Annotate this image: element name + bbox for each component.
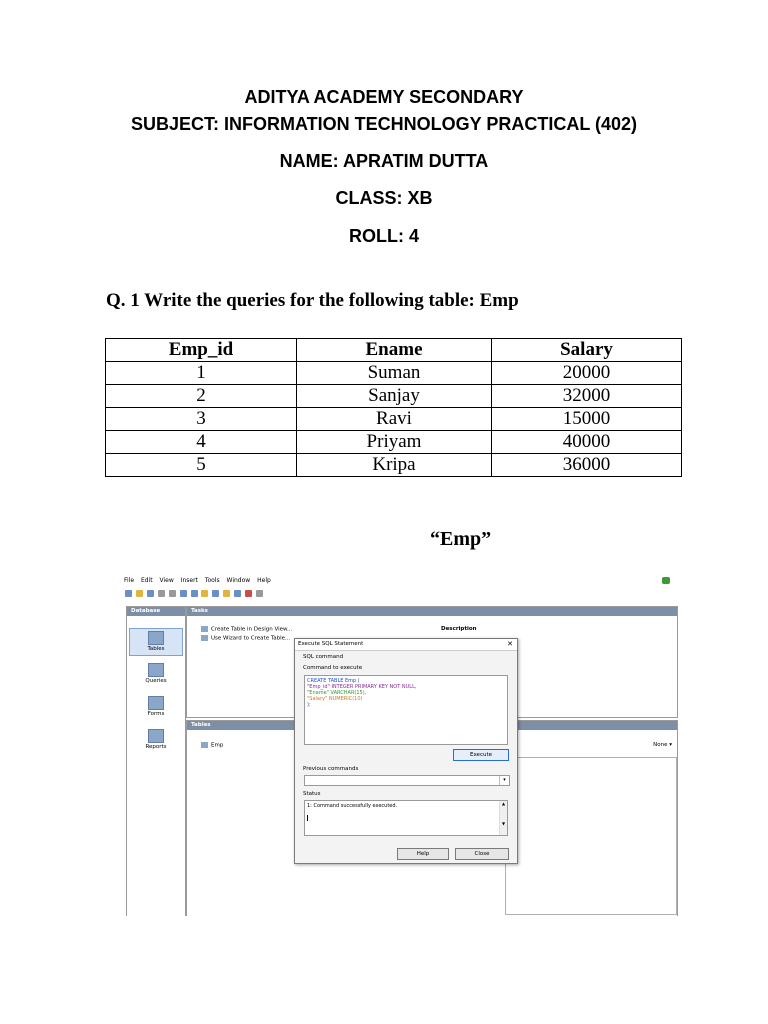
table-cell: Kripa bbox=[297, 454, 492, 477]
previous-commands-select[interactable] bbox=[304, 775, 510, 786]
description-label: Description bbox=[441, 626, 477, 632]
table-cell: 1 bbox=[106, 362, 297, 385]
preview-box bbox=[505, 757, 677, 915]
table-cell: 4 bbox=[106, 431, 297, 454]
database-panel-header: Database bbox=[127, 607, 185, 616]
menu-edit[interactable]: Edit bbox=[140, 577, 153, 584]
table-row bbox=[106, 362, 682, 385]
menu-file[interactable]: File bbox=[124, 577, 135, 584]
task-design-view[interactable] bbox=[201, 626, 292, 633]
figure-caption: “Emp” bbox=[430, 528, 492, 550]
tasks-panel-header: Tasks bbox=[187, 607, 677, 616]
menu-help[interactable]: Help bbox=[257, 577, 271, 584]
sql-line: "Emp_id" INTEGER PRIMARY KEY NOT NULL, bbox=[307, 684, 417, 690]
tables-panel-header: Tables bbox=[187, 721, 677, 730]
save-icon[interactable] bbox=[147, 590, 154, 597]
sql-command-section: SQL command bbox=[303, 654, 344, 660]
status-scrollbar[interactable]: ▲ ▼ bbox=[499, 801, 507, 835]
subject-line: SUBJECT: INFORMATION TECHNOLOGY PRACTICAL (402) bbox=[130, 114, 638, 134]
menu-view[interactable]: View bbox=[159, 577, 174, 584]
folder-icon[interactable] bbox=[223, 590, 230, 597]
roll-line: ROLL: 4 bbox=[349, 226, 419, 246]
side-item-forms[interactable] bbox=[127, 696, 185, 717]
paste-icon[interactable] bbox=[169, 590, 176, 597]
school-name: ADITYA ACADEMY SECONDARY bbox=[244, 87, 524, 107]
table-row bbox=[106, 431, 682, 454]
edit-icon[interactable] bbox=[234, 590, 241, 597]
queries-icon bbox=[148, 663, 164, 677]
forms-icon bbox=[148, 696, 164, 710]
tables-icon bbox=[148, 631, 164, 645]
table-row bbox=[106, 385, 682, 408]
table-cell: 36000 bbox=[492, 454, 682, 477]
sql-line: "Salary" NUMERIC(10) bbox=[307, 696, 363, 702]
menu-window[interactable]: Window bbox=[226, 577, 251, 584]
col-header: Salary bbox=[492, 339, 682, 362]
table-cell: 32000 bbox=[492, 385, 682, 408]
new-icon[interactable] bbox=[125, 590, 132, 597]
question-text: Q. 1 Write the queries for the following table: Emp bbox=[106, 290, 519, 311]
status-label: Status bbox=[303, 791, 321, 797]
sort-ascending-icon[interactable] bbox=[180, 590, 187, 597]
command-label: Command to execute bbox=[303, 665, 363, 671]
col-header: Ename bbox=[297, 339, 492, 362]
delete-icon[interactable] bbox=[245, 590, 252, 597]
table-cell: 3 bbox=[106, 408, 297, 431]
side-item-label: Queries bbox=[145, 678, 167, 684]
side-item-label: Tables bbox=[147, 646, 165, 652]
sql-line: "Ename" VARCHAR(15), bbox=[307, 690, 367, 696]
table-item-emp[interactable] bbox=[201, 742, 223, 749]
database-panel bbox=[126, 606, 186, 916]
chevron-down-icon[interactable]: ▾ bbox=[499, 776, 509, 785]
table-cell: 15000 bbox=[492, 408, 682, 431]
task-wizard[interactable] bbox=[201, 635, 290, 642]
execute-sql-dialog bbox=[294, 638, 518, 864]
table-cell: 2 bbox=[106, 385, 297, 408]
table-cell: Sanjay bbox=[297, 385, 492, 408]
close-button[interactable]: Close bbox=[455, 848, 509, 860]
open-icon[interactable] bbox=[136, 590, 143, 597]
sql-line: CREATE TABLE Emp ( bbox=[307, 678, 360, 684]
form-icon[interactable] bbox=[201, 590, 208, 597]
close-icon[interactable]: ✕ bbox=[507, 640, 513, 648]
emp-table bbox=[105, 338, 682, 477]
menu-insert[interactable]: Insert bbox=[180, 577, 198, 584]
side-item-label: Forms bbox=[147, 711, 165, 717]
table-cell: 5 bbox=[106, 454, 297, 477]
task-label: Use Wizard to Create Table... bbox=[211, 635, 291, 642]
rename-icon[interactable] bbox=[256, 590, 263, 597]
preview-select[interactable]: None ▾ bbox=[653, 742, 672, 748]
student-name: NAME: APRATIM DUTTA bbox=[279, 151, 489, 171]
menu-tools[interactable]: Tools bbox=[204, 577, 220, 584]
table-cell: Priyam bbox=[297, 431, 492, 454]
sql-line: ); bbox=[307, 702, 311, 708]
help-icon[interactable] bbox=[212, 590, 219, 597]
text-cursor bbox=[307, 815, 308, 821]
table-header-row bbox=[106, 339, 682, 362]
table-item-label: Emp bbox=[211, 742, 224, 749]
status-text: 1: Command successfully executed. bbox=[307, 803, 398, 809]
reports-icon bbox=[148, 729, 164, 743]
table-cell: 20000 bbox=[492, 362, 682, 385]
toolbar bbox=[124, 588, 680, 600]
table-row bbox=[106, 408, 682, 431]
class-line: CLASS: XB bbox=[335, 188, 433, 208]
execute-button[interactable]: Execute bbox=[453, 749, 509, 761]
col-header: Emp_id bbox=[106, 339, 297, 362]
task-label: Create Table in Design View... bbox=[211, 626, 293, 633]
sort-descending-icon[interactable] bbox=[191, 590, 198, 597]
dialog-title: Execute SQL Statement ✕ bbox=[295, 639, 517, 651]
design-view-icon bbox=[201, 626, 208, 632]
side-item-reports[interactable] bbox=[127, 729, 185, 750]
status-output bbox=[304, 800, 508, 836]
side-item-queries[interactable] bbox=[127, 663, 185, 684]
help-button[interactable]: Help bbox=[397, 848, 449, 860]
side-item-tables[interactable] bbox=[129, 628, 183, 656]
previous-commands-label: Previous commands bbox=[303, 766, 359, 772]
table-icon bbox=[201, 742, 208, 748]
copy-icon[interactable] bbox=[158, 590, 165, 597]
table-cell: Ravi bbox=[297, 408, 492, 431]
app-logo-icon bbox=[662, 577, 670, 584]
menu-bar bbox=[124, 577, 276, 587]
table-cell: 40000 bbox=[492, 431, 682, 454]
table-cell: Suman bbox=[297, 362, 492, 385]
wizard-icon bbox=[201, 635, 208, 641]
base-screenshot bbox=[124, 574, 680, 916]
side-item-label: Reports bbox=[145, 744, 167, 750]
sql-command-input[interactable] bbox=[304, 675, 508, 745]
table-row bbox=[106, 454, 682, 477]
